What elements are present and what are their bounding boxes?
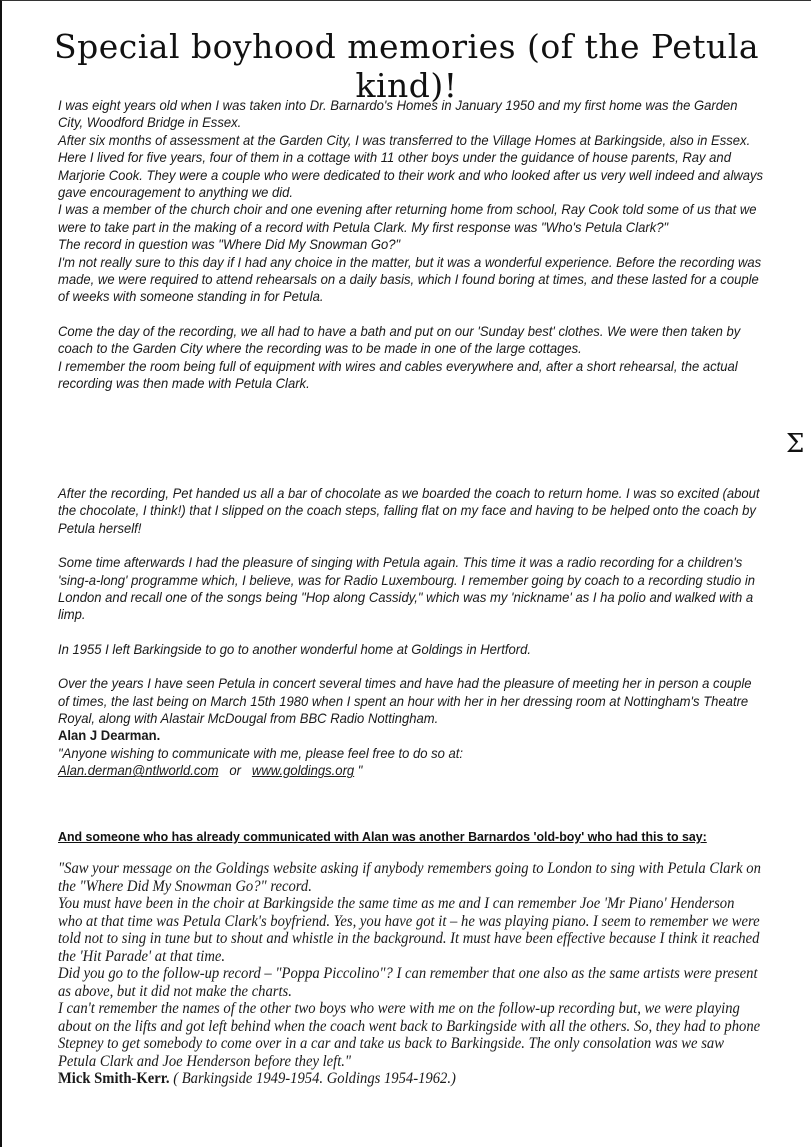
website-link[interactable]: www.goldings.org: [251, 763, 355, 779]
letter-section: [58, 860, 761, 1088]
margin-mark: Σ: [786, 429, 805, 459]
page-title: Special boyhood memories (of the Petula kind)!: [54, 27, 759, 105]
intro-section: [58, 97, 765, 392]
paragraph: Some time afterwards I had the pleasure of singing with Petula again. This time it was a radio recording for a children's 'sing-a-long' programme which, I believe, was for Radio Luxembourg. I remember going by coach to a recording studio in London and recall one of the songs being "Hop along Cassidy," which was my 'nickname' as I ha polio and walked with a limp.: [58, 555, 755, 623]
paragraph: I was eight years old when I was taken into Dr. Barnardo's Homes in January 1950 and my first home was the Garden City, Woodford Bridge in Essex.: [58, 98, 738, 131]
signature: [58, 1070, 761, 1088]
letter-paragraph: You must have been in the choir at Barkingside the same time as me and I can remember Joe 'Mr Piano' Henderson who at that time was Petula Clark's boyfriend. Yes, you have got it – he was playing piano. I seem to remember we were told not to sing in tune but to shout and whistle in the background. It must have been effective because I think it reached the 'Hit Parade' at that time.: [58, 895, 760, 965]
signature-detail: ( Barkingside 1949-1954. Goldings 1954-1962.): [173, 1070, 456, 1087]
letter-paragraph: Did you go to the follow-up record – "Poppa Piccolino"? I can remember that one also as the same artists were present as above, but it did not make the charts.: [58, 965, 758, 1000]
paragraph: The record in question was "Where Did My Snowman Go?": [58, 237, 401, 253]
paragraph: I was a member of the church choir and one evening after returning home from school, Ray Cook told some of us that we were to take part in the making of a record with Petula Clark. My first response was "Who's Petula Clark?": [58, 202, 757, 235]
paragraph: I'm not really sure to this day if I had any choice in the matter, but it was a wonderful experience. Before the recording was made, we were required to attend rehearsals on a daily basis, which I found boring at times, and these lasted for a couple of weeks with someone standing in for Petula.: [58, 254, 762, 305]
signature-name: Mick Smith-Kerr.: [58, 1070, 170, 1087]
paragraph: I remember the room being full of equipment with wires and cables everywhere and, after a short rehearsal, the actual recording was then made with Petula Clark.: [58, 358, 738, 392]
paragraph: Here I lived for five years, four of them in a cottage with 11 other boys under the guidance of house parents, Ray and Marjorie Cook. They were a couple who were dedicated to their work and who looked after us very well indeed and always gave encouragement to anything we did.: [58, 150, 764, 201]
closing-quote: ": [357, 763, 363, 779]
paragraph: After six months of assessment at the Garden City, I was transferred to the Village Homes at Barkingside, also in Essex.: [58, 132, 751, 148]
contact-line: "Anyone wishing to communicate with me, please feel free to do so at:: [58, 745, 464, 761]
contact-links: [58, 762, 765, 779]
section-heading: And someone who has already communicated with Alan was another Barnardos 'old-boy' who had this to say:: [58, 829, 707, 844]
letter-paragraph: "Saw your message on the Goldings website asking if anybody remembers going to London to sing with Petula Clark on the "Where Did My Snowman Go?" record.: [58, 860, 761, 895]
or-text: or: [229, 763, 241, 779]
story-section: [58, 485, 765, 780]
email-link[interactable]: Alan.derman@ntlworld.com: [58, 763, 219, 779]
paragraph: Over the years I have seen Petula in concert several times and have had the pleasure of meeting her in person a couple of times, the last being on March 15th 1980 when I spent an hour with her in her dressing room at Nottingham's Theatre Royal, along with Alastair McDougal from BBC Radio Nottingham.: [58, 676, 752, 727]
paragraph: After the recording, Pet handed us all a bar of chocolate as we boarded the coach to return home. I was so excited (about the chocolate, I think!) that I slipped on the coach steps, falling flat on my face and having to be helped onto the coach by Petula herself!: [58, 486, 760, 536]
paragraph: Come the day of the recording, we all had to have a bath and put on our 'Sunday best' clothes. We were then taken by coach to the Garden City where the recording was to be made in one of the large cottages.: [58, 323, 741, 357]
letter-paragraph: I can't remember the names of the other two boys who were with me on the follow-up recording but, we were playing about on the lifts and got left behind when the coach went back to Barkingside with all the others. So, they had to phone Stepney to get somebody to come over in a car and take us back to Barkingside. The only consolation was we saw Petula Clark and Joe Henderson before they left.": [58, 1000, 761, 1070]
paragraph: In 1955 I left Barkingside to go to another wonderful home at Goldings in Hertford.: [58, 641, 531, 657]
author-name: Alan J Dearman.: [58, 728, 161, 744]
